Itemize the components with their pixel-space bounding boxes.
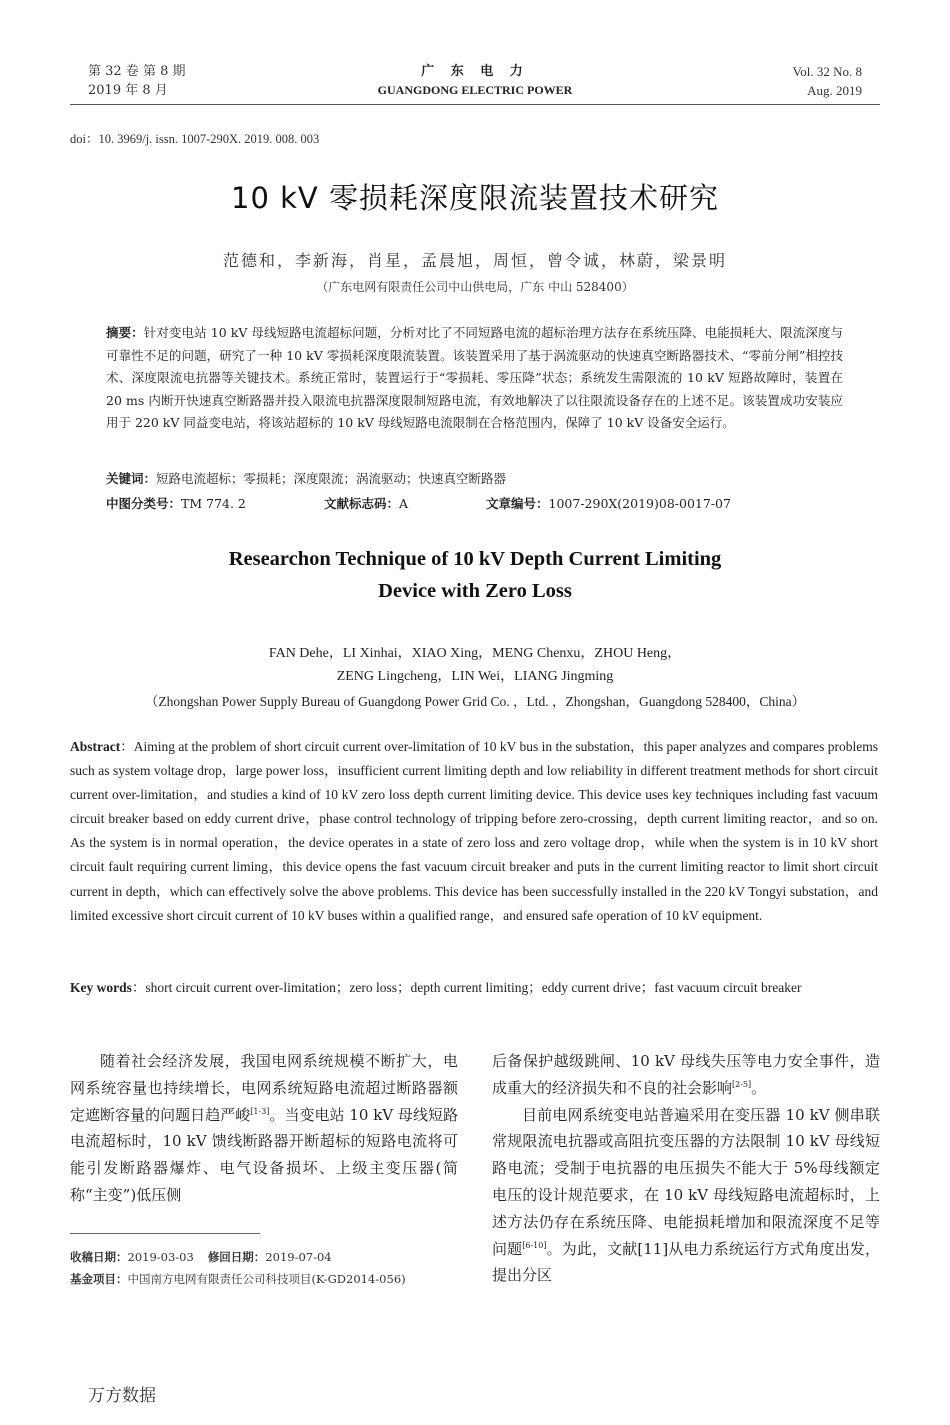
abstract-cn-label: 摘要： bbox=[106, 325, 144, 340]
affiliation-cn: （广东电网有限责任公司中山供电局，广东 中山 528400） bbox=[316, 280, 634, 294]
authors-cn: 范德和，李新海，肖星，孟晨旭，周恒，曾令诚，林蔚，梁景明 bbox=[222, 251, 727, 270]
journal-name-cn: 广 东 电 力 bbox=[421, 64, 529, 79]
issue-date-cn: 2019 年 8 月 bbox=[88, 83, 168, 98]
article-number bbox=[486, 493, 731, 515]
volume-issue-en: Vol. 32 No. 8 bbox=[792, 64, 862, 79]
fund-label: 基金项目： bbox=[70, 1272, 128, 1286]
document-code-value: A bbox=[399, 496, 409, 511]
citation-ref[interactable]: [2-5] bbox=[732, 1079, 752, 1089]
issue-date-en: Aug. 2019 bbox=[807, 83, 862, 98]
clc-value: TM 774. 2 bbox=[181, 496, 246, 511]
received-date: 2019-03-03 bbox=[127, 1250, 194, 1264]
journal-volume-info-en bbox=[793, 62, 862, 100]
paper-title-en bbox=[0, 543, 950, 607]
journal-name-en: GUANGDONG ELECTRIC POWER bbox=[377, 83, 573, 97]
affiliation-en: （Zhongshan Power Supply Bureau of Guangdong Power Grid Co. ，Ltd. ，Zhongshan，Guangdong 528400，China） bbox=[144, 694, 806, 709]
keywords-cn bbox=[106, 468, 843, 491]
body-column-left bbox=[70, 1048, 458, 1209]
keywords-en-text: ：short circuit current over-limitation；zero loss；depth current limiting；eddy current drive；fast vacuum circuit breaker bbox=[131, 980, 802, 995]
keywords-en-label: Key words bbox=[70, 980, 132, 995]
abstract-cn bbox=[106, 322, 843, 435]
footnote-fund bbox=[70, 1269, 406, 1289]
article-number-value: 1007-290X(2019)08-0017-07 bbox=[548, 496, 731, 511]
citation-ref[interactable]: [1-3] bbox=[250, 1106, 270, 1116]
body-column-right bbox=[492, 1048, 880, 1289]
clc-number bbox=[106, 493, 324, 515]
body-text: 。 bbox=[751, 1078, 767, 1097]
authors-en bbox=[0, 642, 950, 688]
body-text: 目前电网系统变电站普遍采用在变压器 10 kV 侧串联常规限流电抗器或高阻抗变压器的方法限制 10 kV 母线短路电流；受制于电抗器的电压损失不能大于 5%母线额定电压的设计规范要求，在 10 kV 母线短路电流超标时，上述方法仍存在系统压降、电能损耗增加和限流深度不足等问题 bbox=[492, 1105, 880, 1258]
revised-date: 2019-07-04 bbox=[265, 1250, 332, 1264]
paper-title-en-line2: Device with Zero Loss bbox=[378, 580, 572, 602]
authors-en-line1: FAN Dehe，LI Xinhai，XIAO Xing，MENG Chenxu，ZHOU Heng， bbox=[268, 646, 682, 661]
article-number-label: 文章编号： bbox=[486, 496, 549, 511]
paper-title-en-line1: Researchon Technique of 10 kV Depth Current Limiting bbox=[228, 548, 722, 570]
footnote-rule bbox=[70, 1233, 260, 1234]
keywords-cn-text: 短路电流超标；零损耗；深度限流；涡流驱动；快速真空断路器 bbox=[156, 471, 507, 486]
footnote-dates bbox=[70, 1247, 332, 1267]
body-paragraph bbox=[492, 1048, 880, 1102]
body-paragraph bbox=[492, 1102, 880, 1290]
body-text: 。为此，文献[11]从电力系统运行方式角度出发，提出分区 bbox=[492, 1239, 880, 1285]
watermark: 万方数据 bbox=[88, 1386, 156, 1406]
revised-label: 修回日期： bbox=[207, 1250, 266, 1264]
body-text: 随着社会经济发展，我国电网系统规模不断扩大，电网系统容量也持续增长，电网系统短路电流超过断路器额定遮断容量的问题日趋严峻 bbox=[70, 1052, 458, 1124]
header-rule bbox=[70, 104, 880, 105]
body-text: 后备保护越级跳闸、10 kV 母线失压等电力安全事件，造成重大的经济损失和不良的社会影响 bbox=[492, 1052, 880, 1097]
abstract-en bbox=[70, 735, 878, 928]
classification-row bbox=[106, 493, 843, 515]
doi[interactable]: doi：10. 3969/j. issn. 1007-290X. 2019. 008. 003 bbox=[70, 132, 320, 146]
volume-issue: 第 32 卷 第 8 期 bbox=[88, 64, 186, 79]
authors-en-line2: ZENG Lingcheng，LIN Wei，LIANG Jingming bbox=[336, 669, 614, 684]
keywords-en bbox=[70, 976, 878, 1000]
body-text: 。当变电站 10 kV 母线短路电流超标时，10 kV 馈线断路器开断超标的短路电流将可能引发断路器爆炸、电气设备损坏、上级主变压器(简称“主变”)低压侧 bbox=[70, 1105, 458, 1204]
document-code-label: 文献标志码： bbox=[324, 496, 400, 511]
fund-value: 中国南方电网有限责任公司科技项目(K-GD2014-056) bbox=[127, 1272, 406, 1286]
abstract-en-text: ：Aiming at the problem of short circuit current over-limitation of 10 kV bus in the substation，this paper analyzes and compares problems such as system voltage drop，large power loss，insufficient current limiting depth and low reliability in different treatment methods for short circuit current over-limitation，and studies a kind of 10 kV zero loss depth current limiting device. This device uses key techniques including fast vacuum circuit breaker based on eddy current drive，phase control technology of tripping before zero-crossing，depth current limiting reactor，and so on. As the system is in normal operation，the device operates in a state of zero loss and zero voltage drop，while when the system is in 10 kV short circuit fault requiring current liming，this device opens the fast vacuum circuit breaker and puts in the current limiting reactor to limit short circuit current in depth，which can effectively solve the above problems. This device has been successfully installed in the 220 kV Tongyi substation，and limited excessive short circuit current of 10 kV buses within a qualified range，and ensured safe operation of 10 kV equipment. bbox=[70, 739, 878, 923]
document-code bbox=[324, 493, 486, 515]
clc-label: 中图分类号： bbox=[106, 496, 182, 511]
abstract-cn-text: 针对变电站 10 kV 母线短路电流超标问题，分析对比了不同短路电流的超标治理方法存在系统压降、电能损耗大、限流深度与可靠性不足的问题，研究了一种 10 kV 零损耗深度限流装置。该装置采用了基于涡流驱动的快速真空断路器技术、“零前分闸”相控技术、深度限流电抗器等关键技术。系统正常时，装置运行于“零损耗、零压降”状态；系统发生需限流的 10 kV 短路故障时，装置在 20 ms 内断开快速真空断路器并投入限流电抗器深度限制短路电流，有效地解决了以往限流设备存在的上述不足。该装置成功安装应用于 220 kV 同益变电站，将该站超标的 10 kV 母线短路电流限制在合格范围内，保障了 10 kV 设备安全运行。 bbox=[106, 325, 843, 430]
keywords-cn-label: 关键词： bbox=[106, 471, 157, 486]
abstract-en-label: Abstract bbox=[70, 739, 121, 754]
citation-ref[interactable]: [6-10] bbox=[522, 1240, 547, 1250]
body-paragraph bbox=[70, 1048, 458, 1209]
received-label: 收稿日期： bbox=[70, 1250, 128, 1264]
paper-title-cn: 10 kV 零损耗深度限流装置技术研究 bbox=[231, 181, 719, 215]
